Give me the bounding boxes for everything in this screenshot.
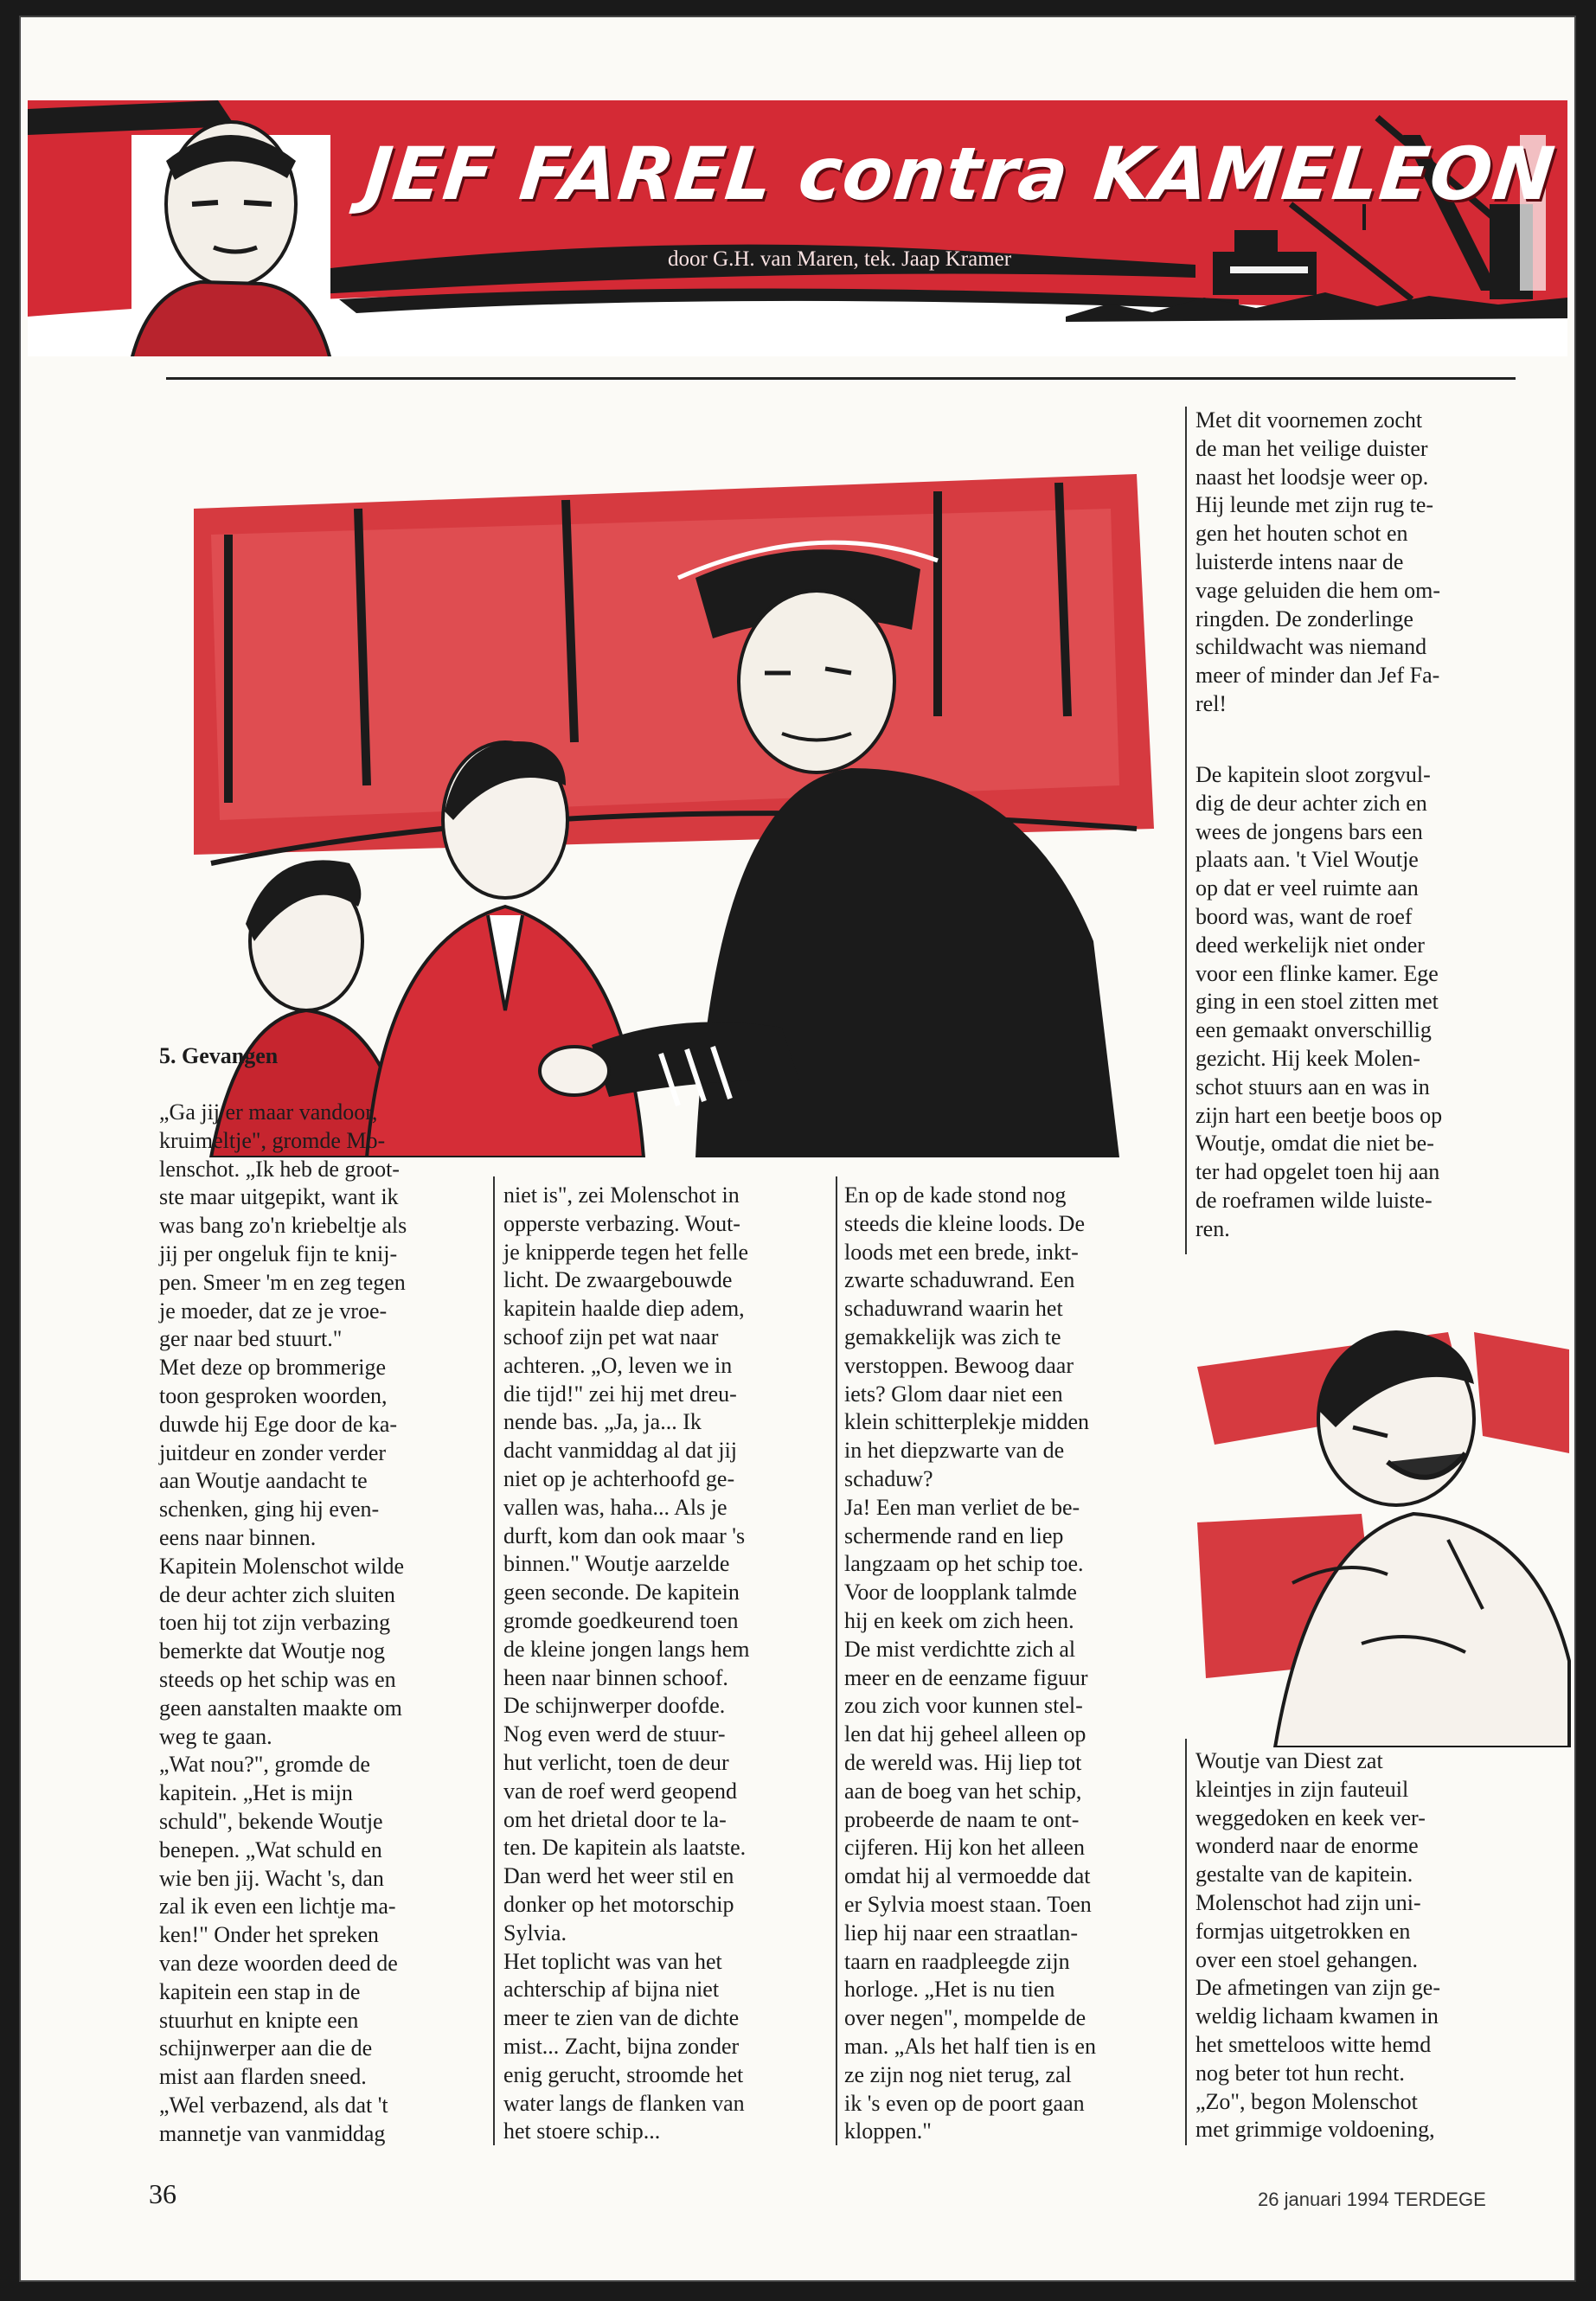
section-heading: 5. Gevangen	[159, 1043, 279, 1068]
article-column-4-top: Met dit voornemen zocht de man het veilige duister naast het loodsje weer op. Hij leunde met zijn rug te- gen het houten schot en luisterde intens naar de vage geluiden die hem om- ringden. De zonderlinge schildwacht was niemand meer of minder dan Jef Fa- rel!	[1195, 407, 1441, 716]
header-banner	[28, 100, 1567, 356]
magazine-page	[19, 16, 1576, 2282]
page-number: 36	[149, 2178, 176, 2209]
article-column-1: „Ga jij er maar vandoor, kruimeltje", gromde Mo- lenschot. „Ik heb de groot- ste maar uitgepikt, want ik was bang zo'n kriebeltje als jij per ongeluk fijn te knij- pen. Smeer 'm en zeg tegen je moeder, dat ze je vroe- ger naar bed stuurt." Met deze op brommerige toon gesproken woorden, duwde hij Ege door de ka- juitdeur en zonder verder aan Woutje aandacht te schenken, ging hij even- eens naar binnen. Kapitein Molenschot wilde de deur achter zich sluiten toen hij tot zijn verbazing bemerkte dat Woutje nog steeds op het schip was en geen aanstalten maakte om weg te gaan. „Wat nou?", gromde de kapitein. „Het is mijn schuld", bekende Woutje benepen. „Wat schuld en wie ben jij. Wacht 's, dan zal ik even een lichtje ma- ken!" Onder het spreken van deze woorden deed de kapitein een stap in de stuurhut en knipte een schijnwerper aan die de mist aan flarden sneed. „Wel verbazend, als dat 't mannetje van vanmiddag	[159, 1099, 407, 2146]
article-column-4-middle: De kapitein sloot zorgvul- dig de deur achter zich en wees de jongens bars een plaats aan. 't Viel Woutje op dat er veel ruimte aan boord was, want de roef deed werkelijk niet onder voor een flinke kamer. Ege ging in een stoel zitten met een gemaakt onverschillig gezicht. Hij keek Molen- schot stuurs aan en was in zijn hart een beetje boos op Woutje, omdat die niet be- ter had opgelet toen hij aan de roeframen wilde luiste- ren.	[1195, 762, 1443, 1241]
column-divider	[493, 1176, 495, 2145]
publication-info: 26 januari 1994 TERDEGE	[1258, 2189, 1486, 2210]
header-rule	[166, 377, 1516, 380]
secondary-illustration	[1189, 1298, 1574, 1747]
main-illustration	[159, 457, 1171, 1157]
article-title: JEF FAREL contra KAMELEON	[360, 131, 1560, 216]
column-divider	[1185, 407, 1187, 1254]
article-column-2: niet is", zei Molenschot in opperste verbazing. Wout- je knipperde tegen het felle licht. De zwaargebouwde kapitein haalde diep adem, schoof zijn pet wat naar achteren. „O, leven we in die tijd!" zei hij met dreu- nende bas. „Ja, ja... Ik dacht vanmiddag al dat jij niet op je achterhoofd ge- vallen was, haha... Als je durft, kom dan ook maar 's binnen." Woutje aarzelde geen seconde. De kapitein gromde goedkeurend toen de kleine jongen langs hem heen naar binnen schoof. De schijnwerper doofde. Nog even werd de stuur- hut verlicht, toen de deur van de roef werd geopend om het drietal door te la- ten. De kapitein als laatste. Dan werd het weer stil en donker op het motorschip Sylvia. Het toplicht was van het achterschip af bijna niet meer te zien van de dichte mist... Zacht, bijna zonder enig gerucht, stroomde het water langs de flanken van het stoere schip...	[503, 1183, 750, 2144]
article-column-4-bottom: Woutje van Diest zat kleintjes in zijn fauteuil weggedoken en keek ver- wonderd naar de enorme gestalte van de kapitein. Molenschot had zijn uni- formjas uitgetrokken en over een stoel gehangen. De afmetingen van zijn ge- weldig lichaam kwamen in het smetteloos witte hemd nog beter tot hun recht. „Zo", begon Molenschot met grimmige voldoening,	[1195, 1748, 1440, 2143]
column-divider	[836, 1176, 837, 2145]
column-divider	[1185, 1739, 1187, 2145]
byline: door G.H. van Maren, tek. Jaap Kramer	[668, 247, 1012, 271]
article-column-3: En op de kade stond nog steeds die kleine loods. De loods met een brede, inkt- zwarte schaduwrand. Een schaduwrand waarin het gemakkelijk was zich te verstoppen. Bewoog daar iets? Glom daar niet een klein schitterplekje midden in het diepzwarte van de schaduw? Ja! Een man verliet de be- schermende rand en liep langzaam op het schip toe. Voor de loopplank talmde hij en keek om zich heen. De mist verdichtte zich al meer en de eenzame figuur zou zich voor kunnen stel- len dat hij geheel alleen op de wereld was. Hij liep tot aan de boeg van het schip, probeerde de naam te ont- cijferen. Hij kon het alleen omdat hij al vermoedde dat er Sylvia moest staan. Toen liep hij naar een straatlan- taarn en raadpleegde zijn horloge. „Het is nu tien over negen", mompelde de man. „Als het half tien is en ze zijn nog niet terug, zal ik 's even op de poort gaan kloppen."	[844, 1183, 1096, 2144]
